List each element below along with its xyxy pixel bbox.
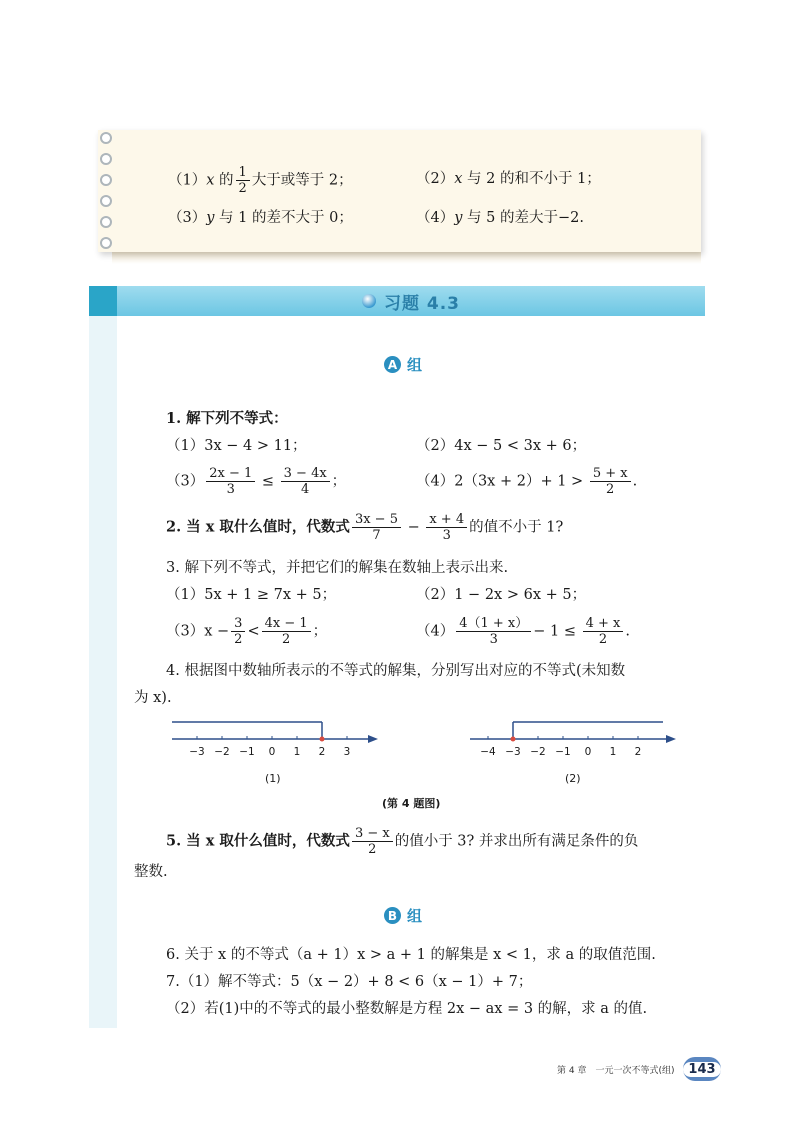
- q2: 2. 当 x 取什么值时，代数式 $\frac{3x - 5}{7}$ − $\frac{x + 4}{3}$ 的值不小于 1?: [166, 512, 564, 543]
- fig2-tick-label: −3: [505, 746, 521, 758]
- q1-part-2: （2）4x − 5 < 3x + 6；: [416, 438, 587, 454]
- fraction: $\frac{4(1 + x)}{3}$: [456, 616, 531, 647]
- section-side-bar: [89, 286, 117, 1028]
- q1-part-4: （4）2（3x + 2）+ 1 > $\frac{5 + x}{2}$ .: [416, 466, 638, 497]
- binder-ring-icon: [100, 132, 112, 144]
- section-banner: [117, 286, 705, 316]
- fig1-tick-label: −1: [239, 746, 255, 758]
- q1-stem: 1. 解下列不等式：: [166, 410, 288, 427]
- fig1-tick-label: −3: [189, 746, 205, 758]
- fig1-tick-label: 1: [293, 746, 301, 758]
- boundary-point: [511, 737, 516, 742]
- fig2-tick-label: −4: [480, 746, 496, 758]
- q7-line-2: （2）若(1)中的不等式的最小整数解是方程 2x − ax = 3 的解，求 a 的值.: [166, 1001, 648, 1017]
- q6: 6. 关于 x 的不等式（a + 1）x > a + 1 的解集是 x < 1，求 a 的取值范围.: [166, 947, 656, 963]
- fig2-tick-label: −2: [530, 746, 546, 758]
- binder-ring-icon: [100, 195, 112, 207]
- section-title: 习题 4.3: [383, 293, 461, 314]
- figure-1-label: (1): [265, 772, 281, 785]
- note-card-shadow: [112, 252, 701, 264]
- fraction: $\frac{3}{2}$: [231, 616, 245, 647]
- q7-line-1: 7.（1）解不等式：5（x − 2）+ 8 < 6（x − 1）+ 7；: [166, 974, 533, 990]
- q4-line-1: 4. 根据图中数轴所表示的不等式的解集，分别写出对应的不等式(未知数: [166, 663, 626, 679]
- binder-ring-icon: [100, 174, 112, 186]
- note-item-4: （4）y 与 5 的差大于−2.: [416, 210, 584, 226]
- globe-icon: [362, 294, 376, 308]
- axis-arrow-icon: [368, 735, 378, 743]
- number-line-1: [150, 710, 390, 770]
- fig1-tick-label: −2: [214, 746, 230, 758]
- fraction: $\frac{3 - 4x}{4}$: [281, 466, 330, 497]
- fig1-tick-label: 0: [268, 746, 276, 758]
- chapter-footer: 第 4 章 一元一次不等式(组): [557, 1066, 675, 1076]
- q3-part-1: （1）5x + 1 ≥ 7x + 5；: [166, 587, 337, 603]
- number-line-2: [465, 710, 705, 770]
- fig1-tick-label: 2: [318, 746, 326, 758]
- q1-part-1: （1）3x − 4 > 11；: [166, 438, 307, 454]
- fig2-tick-label: 1: [609, 746, 617, 758]
- page-number: 143: [683, 1062, 720, 1077]
- fig2-tick-label: 2: [634, 746, 642, 758]
- group-a-heading: [384, 354, 422, 375]
- fig2-tick-label: −1: [555, 746, 571, 758]
- fig1-tick-label: 3: [343, 746, 351, 758]
- fraction: $\frac{3 - x}{2}$: [352, 826, 393, 857]
- fraction: $\frac{1}{2}$: [236, 165, 250, 196]
- q5-line-1: 5. 当 x 取什么值时，代数式 $\frac{3 - x}{2}$ 的值小于 3? 并求出所有满足条件的负: [166, 826, 639, 857]
- q4-line-2: 为 x).: [134, 690, 172, 706]
- q3-part-4: （4） $\frac{4(1 + x)}{3}$ − 1 ≤ $\frac{4 + x}{2}$ .: [416, 616, 630, 647]
- fraction: $\frac{5 + x}{2}$: [590, 466, 631, 497]
- fraction: $\frac{4 + x}{2}$: [583, 616, 624, 647]
- group-b-heading: [384, 905, 422, 926]
- group-badge: B: [384, 907, 401, 924]
- fraction: $\frac{3x - 5}{7}$: [352, 512, 401, 543]
- q3-part-3: （3）x − $\frac{3}{2}$ < $\frac{4x - 1}{2}$ ；: [166, 616, 328, 647]
- boundary-point: [320, 737, 325, 742]
- binder-ring-icon: [100, 216, 112, 228]
- note-item-2: （2）x 与 2 的和不小于 1；: [416, 171, 601, 187]
- note-item-1: （1）x 的 $\frac{1}{2}$ 大于或等于 2；: [168, 165, 353, 196]
- axis-arrow-icon: [666, 735, 676, 743]
- fraction: $\frac{x + 4}{3}$: [426, 512, 467, 543]
- figure-2-label: (2): [565, 772, 581, 785]
- fig2-tick-label: 0: [584, 746, 592, 758]
- q3-stem: 3. 解下列不等式，并把它们的解集在数轴上表示出来.: [166, 560, 509, 576]
- q5-line-2: 整数.: [134, 864, 168, 880]
- fraction: $\frac{4x - 1}{2}$: [262, 616, 311, 647]
- note-item-3: （3）y 与 1 的差不大于 0；: [168, 210, 353, 226]
- fraction: $\frac{2x - 1}{3}$: [206, 466, 255, 497]
- q3-part-2: （2）1 − 2x > 6x + 5；: [416, 587, 587, 603]
- binder-ring-icon: [100, 237, 112, 249]
- page-number-badge: [683, 1057, 721, 1081]
- section-side-bar-cap: [89, 286, 117, 316]
- group-label: 组: [407, 907, 423, 925]
- group-badge: A: [384, 356, 401, 373]
- figure-caption: (第 4 题图): [382, 797, 441, 810]
- q1-part-3: （3） $\frac{2x - 1}{3}$ ≤ $\frac{3 - 4x}{4}$ ；: [166, 466, 347, 497]
- group-label: 组: [407, 356, 423, 374]
- binder-ring-icon: [100, 153, 112, 165]
